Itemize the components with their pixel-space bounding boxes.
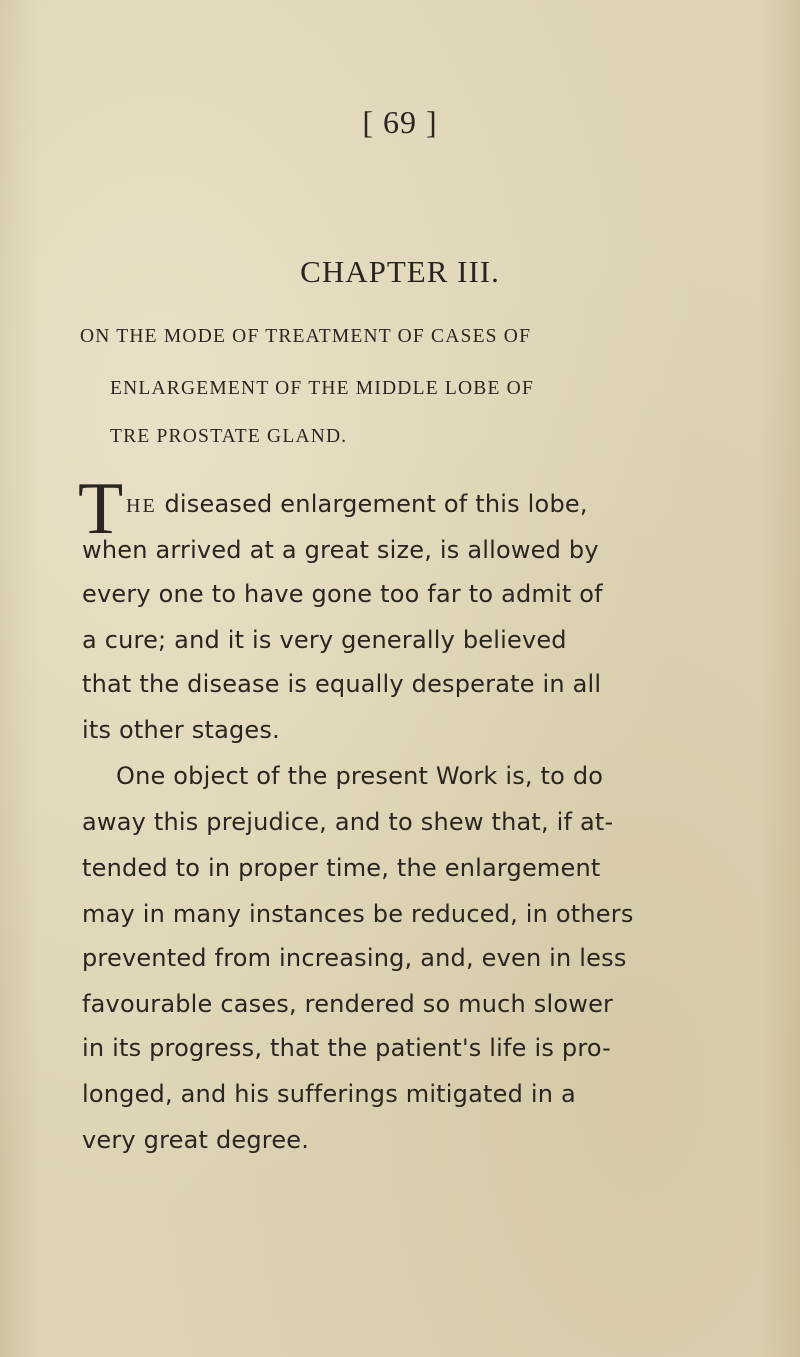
body-line-14: longed, and his sufferings mitigated in a (82, 1080, 576, 1108)
body-line-10: may in many instances be reduced, in others (82, 900, 634, 928)
body-line-8: away this prejudice, and to shew that, if at- (82, 808, 614, 836)
body-line-9: tended to in proper time, the enlargement (82, 854, 601, 882)
body-line-12: favourable cases, rendered so much slower (82, 990, 614, 1018)
body-line-11: prevented from increasing, and, even in less (82, 944, 627, 972)
body-line-1 (126, 490, 776, 518)
chapter-subtitle-line-3: TRE PROSTATE GLAND. (110, 426, 348, 447)
body-line-3: every one to have gone too far to admit of (82, 580, 603, 608)
drop-cap: T (78, 468, 124, 550)
body-line-2: when arrived at a great size, is allowed by (82, 536, 599, 564)
chapter-subtitle-line-2: ENLARGEMENT OF THE MIDDLE LOBE OF (110, 378, 534, 399)
body-line-13: in its progress, that the patient's life is pro- (82, 1034, 612, 1062)
body-line-15: very great degree. (82, 1126, 310, 1154)
page-number: [ 69 ] (362, 104, 438, 140)
chapter-subtitle-line-1: ON THE MODE OF TREATMENT OF CASES OF (80, 326, 532, 347)
chapter-title: CHAPTER III. (300, 254, 500, 289)
body-line-5: that the disease is equally desperate in all (82, 670, 602, 698)
first-line-text: diseased enlargement of this lobe, (156, 490, 588, 518)
body-line-4: a cure; and it is very generally believed (82, 626, 567, 654)
body-line-6: its other stages. (82, 716, 280, 744)
first-word-small-caps: HE (126, 495, 157, 517)
body-line-7: One object of the present Work is, to do (116, 762, 604, 790)
